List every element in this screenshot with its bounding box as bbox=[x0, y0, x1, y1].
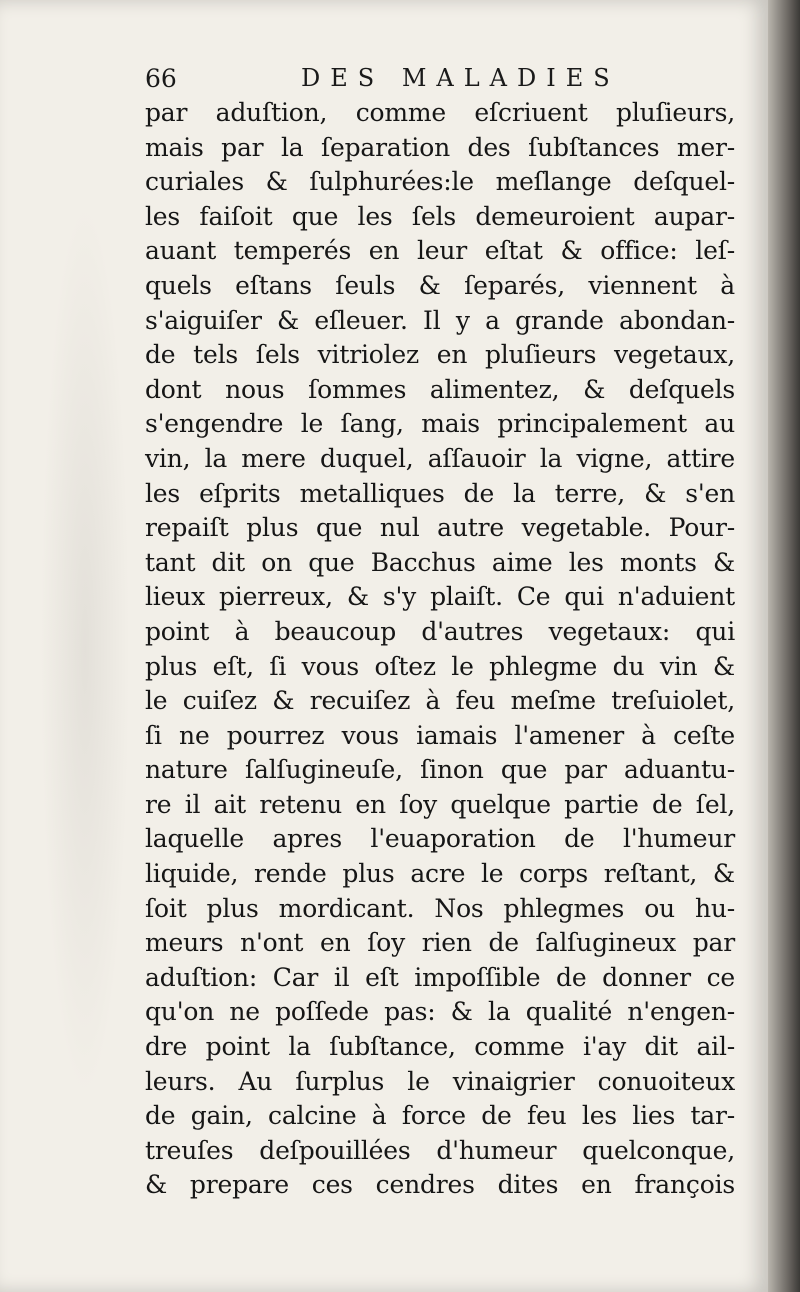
text-line: re il ait retenu en ſoy quelque partie de ſel, bbox=[145, 789, 735, 819]
text-line: nature ſalſugineuſe, ſinon que par aduantu- bbox=[145, 755, 735, 785]
text-line: de tels ſels vitriolez en pluſieurs vegetaux, bbox=[145, 340, 735, 370]
text-line: dont nous ſommes alimentez, & deſquels bbox=[145, 374, 735, 404]
running-head: DES MALADIES bbox=[301, 64, 620, 92]
text-line: meurs n'ont en ſoy rien de ſalſugineux par bbox=[145, 928, 735, 958]
text-line: & prepare ces cendres dites en françois bbox=[145, 1170, 735, 1200]
text-line: dre point la ſubſtance, comme i'ay dit ail- bbox=[145, 1032, 735, 1062]
text-line: leurs. Au ſurplus le vinaigrier conuoiteux bbox=[145, 1066, 735, 1096]
text-line: les faiſoit que les ſels demeuroient aupar- bbox=[145, 201, 735, 231]
text-line: de gain, calcine à force de feu les lies tar- bbox=[145, 1101, 735, 1131]
page-number: 66 bbox=[145, 64, 177, 93]
page-header bbox=[145, 64, 730, 96]
text-line: tant dit on que Bacchus aime les monts & bbox=[145, 547, 735, 577]
text-line: les eſprits metalliques de la terre, & s'en bbox=[145, 478, 735, 508]
text-line: mais par la ſeparation des ſubſtances mer- bbox=[145, 132, 735, 162]
text-line: le cuiſez & recuiſez à feu meſme treſuiolet, bbox=[145, 686, 735, 716]
text-line: s'engendre le ſang, mais principalement au bbox=[145, 409, 735, 439]
text-line: quels eſtans ſeuls & ſeparés, viennent à bbox=[145, 270, 735, 300]
text-line: s'aiguiſer & eſleuer. Il y a grande abondan- bbox=[145, 305, 735, 335]
text-line: liquide, rende plus acre le corps reſtant, & bbox=[145, 859, 735, 889]
text-line: point à beaucoup d'autres vegetaux: qui bbox=[145, 616, 735, 646]
text-line: par aduſtion, comme eſcriuent pluſieurs, bbox=[145, 98, 735, 127]
text-line: lieux pierreux, & s'y plaiſt. Ce qui n'aduient bbox=[145, 582, 735, 612]
text-line: laquelle apres l'euaporation de l'humeur bbox=[145, 824, 735, 854]
text-line: repaiſt plus que nul autre vegetable. Pour- bbox=[145, 513, 735, 543]
show-through-stain bbox=[40, 200, 130, 1100]
text-line: curiales & ſulphurées:le meſlange deſquel- bbox=[145, 167, 735, 197]
text-line: vin, la mere duquel, aſſauoir la vigne, attire bbox=[145, 443, 735, 473]
text-line: ſoit plus mordicant. Nos phlegmes ou hu- bbox=[145, 893, 735, 923]
text-line: aduſtion: Car il eſt impoſſible de donner ce bbox=[145, 962, 735, 992]
text-line: plus eſt, ſi vous oſtez le phlegme du vin & bbox=[145, 651, 735, 681]
book-gutter-shadow bbox=[768, 0, 800, 1292]
text-line: auant temperés en leur eſtat & office: leſ- bbox=[145, 236, 735, 266]
text-line: treuſes deſpouillées d'humeur quelconque, bbox=[145, 1135, 735, 1165]
body-text bbox=[145, 96, 735, 1203]
text-line: ſi ne pourrez vous iamais l'amener à ceſte bbox=[145, 720, 735, 750]
text-line: qu'on ne poſſede pas: & la qualité n'engen- bbox=[145, 997, 735, 1027]
